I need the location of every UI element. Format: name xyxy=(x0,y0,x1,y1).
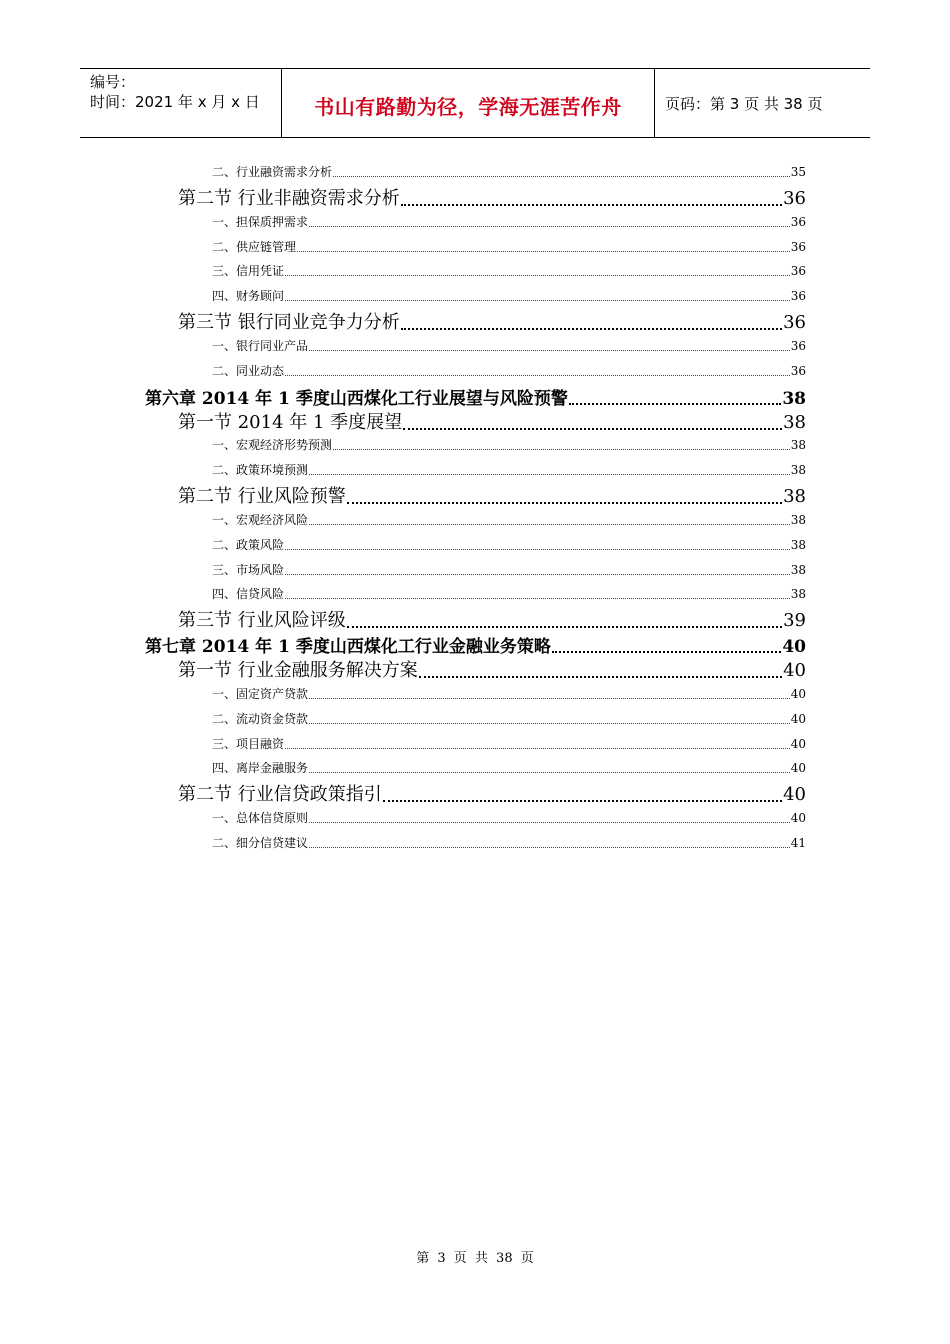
toc-leader-dots xyxy=(285,574,790,575)
toc-entry[interactable] xyxy=(212,436,806,453)
toc-leader-dots xyxy=(309,772,790,773)
toc-entry[interactable] xyxy=(212,809,806,826)
toc-entry-page: 40 xyxy=(783,784,806,806)
toc-entry[interactable] xyxy=(178,482,806,508)
toc-entry-title: 一、宏观经济风险 xyxy=(212,512,309,527)
toc-entry-page: 38 xyxy=(790,537,806,552)
toc-entry-title: 二、政策环境预测 xyxy=(212,463,309,478)
toc-entry[interactable] xyxy=(212,536,806,553)
document-number-label: 编号： xyxy=(90,73,136,91)
toc-entry-title: 一、固定资产贷款 xyxy=(212,686,309,701)
toc-entry-page: 40 xyxy=(790,686,806,701)
toc-entry-page: 38 xyxy=(790,463,806,478)
toc-entry-page: 38 xyxy=(790,562,806,577)
toc-entry[interactable] xyxy=(178,606,806,632)
toc-leader-dots xyxy=(285,549,790,550)
toc-entry-title: 一、总体信贷原则 xyxy=(212,811,309,826)
header-motto: 书山有路勤为径，学海无涯苦作舟 xyxy=(314,95,622,119)
toc-entry-title: 四、财务顾问 xyxy=(212,289,285,304)
toc-entry[interactable] xyxy=(212,685,806,702)
toc-entry-page: 40 xyxy=(790,811,806,826)
toc-entry-title: 第三节 行业风险评级 xyxy=(178,610,346,632)
toc-entry-page: 36 xyxy=(783,187,806,209)
toc-entry[interactable] xyxy=(212,262,806,279)
toc-entry-title: 四、离岸金融服务 xyxy=(212,761,309,776)
toc-leader-dots xyxy=(285,598,790,599)
toc-entry-title: 第二节 行业风险预警 xyxy=(178,486,346,508)
toc-entry[interactable] xyxy=(212,511,806,528)
toc-entry-title: 四、信贷风险 xyxy=(212,587,285,602)
toc-entry-title: 二、行业融资需求分析 xyxy=(212,165,333,179)
toc-entry[interactable] xyxy=(212,834,806,851)
toc-entry[interactable] xyxy=(212,735,806,752)
toc-entry[interactable] xyxy=(145,384,806,409)
toc-entry[interactable] xyxy=(212,213,806,230)
toc-entry-page: 36 xyxy=(783,312,806,334)
toc-entry-title: 第二节 行业非融资需求分析 xyxy=(178,187,400,209)
toc-leader-dots xyxy=(569,403,782,405)
toc-entry-title: 二、细分信贷建议 xyxy=(212,835,309,850)
toc-entry-title: 第六章 2014 年 1 季度山西煤化工行业展望与风险预警 xyxy=(145,388,568,409)
toc-entry-title: 二、流动资金贷款 xyxy=(212,711,309,726)
header-page-info: 页码：第 3 页 共 38 页 xyxy=(665,95,823,113)
toc-entry-title: 一、银行同业产品 xyxy=(212,338,309,353)
toc-leader-dots xyxy=(285,300,790,301)
toc-entry[interactable] xyxy=(212,337,806,354)
toc-entry-page: 41 xyxy=(790,835,806,850)
toc-leader-dots xyxy=(419,676,782,678)
toc-leader-dots xyxy=(309,847,790,848)
toc-entry-page: 36 xyxy=(790,289,806,304)
toc-entry-page: 40 xyxy=(790,736,806,751)
toc-entry-page: 38 xyxy=(790,587,806,602)
toc-leader-dots xyxy=(285,375,790,376)
toc-entry-title: 第二节 行业信贷政策指引 xyxy=(178,784,382,806)
toc-leader-dots xyxy=(347,502,782,504)
toc-entry[interactable] xyxy=(178,408,806,434)
toc-leader-dots xyxy=(383,800,782,802)
toc-entry[interactable] xyxy=(212,362,806,379)
toc-entry-page: 40 xyxy=(783,660,806,681)
toc-entry-title: 第三节 银行同业竞争力分析 xyxy=(178,312,400,334)
toc-entry-page: 39 xyxy=(783,610,806,632)
toc-leader-dots xyxy=(309,350,790,351)
toc-entry-title: 第一节 行业金融服务解决方案 xyxy=(178,660,418,681)
toc-leader-dots xyxy=(333,449,790,450)
toc-entry[interactable] xyxy=(178,656,806,682)
toc-leader-dots xyxy=(309,474,790,475)
toc-entry-page: 36 xyxy=(790,338,806,353)
toc-entry[interactable] xyxy=(212,710,806,727)
toc-entry[interactable] xyxy=(212,461,806,478)
toc-entry-title: 三、市场风险 xyxy=(212,562,285,577)
toc-entry[interactable] xyxy=(212,585,806,602)
toc-leader-dots xyxy=(347,626,782,628)
toc-entry[interactable] xyxy=(178,780,806,806)
toc-entry-title: 二、同业动态 xyxy=(212,363,285,378)
header-meta-cell xyxy=(80,69,282,137)
toc-entry[interactable] xyxy=(212,238,806,255)
toc-leader-dots xyxy=(309,822,790,823)
toc-entry-page: 36 xyxy=(790,264,806,279)
toc-entry[interactable] xyxy=(145,632,806,657)
toc-entry-title: 第一节 2014 年 1 季度展望 xyxy=(178,411,403,433)
toc-entry-page: 38 xyxy=(783,411,806,433)
page-footer: 第 3 页 共 38 页 xyxy=(416,1251,534,1266)
toc-entry-page: 35 xyxy=(790,165,806,179)
toc-entry-page: 36 xyxy=(790,214,806,229)
toc-entry-title: 一、宏观经济形势预测 xyxy=(212,438,333,453)
toc-entry[interactable] xyxy=(178,184,806,210)
toc-entry-page: 40 xyxy=(782,637,806,658)
toc-entry-title: 三、项目融资 xyxy=(212,736,285,751)
toc-leader-dots xyxy=(309,226,790,227)
toc-leader-dots xyxy=(401,328,782,330)
toc-leader-dots xyxy=(285,748,790,749)
toc-entry[interactable] xyxy=(178,308,806,334)
page-header xyxy=(80,68,870,138)
toc-leader-dots xyxy=(309,524,790,525)
toc-entry-page: 38 xyxy=(790,512,806,527)
toc-leader-dots xyxy=(333,176,790,177)
toc-entry-page: 40 xyxy=(790,711,806,726)
toc-entry-page: 36 xyxy=(790,239,806,254)
toc-entry[interactable] xyxy=(212,561,806,578)
toc-entry-title: 二、供应链管理 xyxy=(212,239,297,254)
toc-entry-title: 二、政策风险 xyxy=(212,537,285,552)
toc-entry-title: 一、担保质押需求 xyxy=(212,214,309,229)
toc-leader-dots xyxy=(401,204,782,206)
toc-entry-title: 三、信用凭证 xyxy=(212,264,285,279)
toc-entry[interactable] xyxy=(212,163,806,180)
toc-entry-page: 38 xyxy=(783,486,806,508)
toc-entry[interactable] xyxy=(212,759,806,776)
header-motto-cell xyxy=(282,69,655,137)
toc-entry-page: 36 xyxy=(790,363,806,378)
toc-entry-page: 38 xyxy=(790,438,806,453)
toc-leader-dots xyxy=(309,723,790,724)
toc-leader-dots xyxy=(285,275,790,276)
toc-leader-dots xyxy=(309,698,790,699)
document-date: 时间：2021 年 x 月 x 日 xyxy=(90,93,260,111)
toc-entry-title: 第七章 2014 年 1 季度山西煤化工行业金融业务策略 xyxy=(145,637,551,658)
toc-leader-dots xyxy=(552,651,782,653)
toc-entry[interactable] xyxy=(212,287,806,304)
toc-entry-page: 40 xyxy=(790,761,806,776)
toc-leader-dots xyxy=(403,428,782,430)
toc-leader-dots xyxy=(297,251,790,252)
toc-entry-page: 38 xyxy=(782,388,806,409)
header-page-cell xyxy=(655,69,870,137)
